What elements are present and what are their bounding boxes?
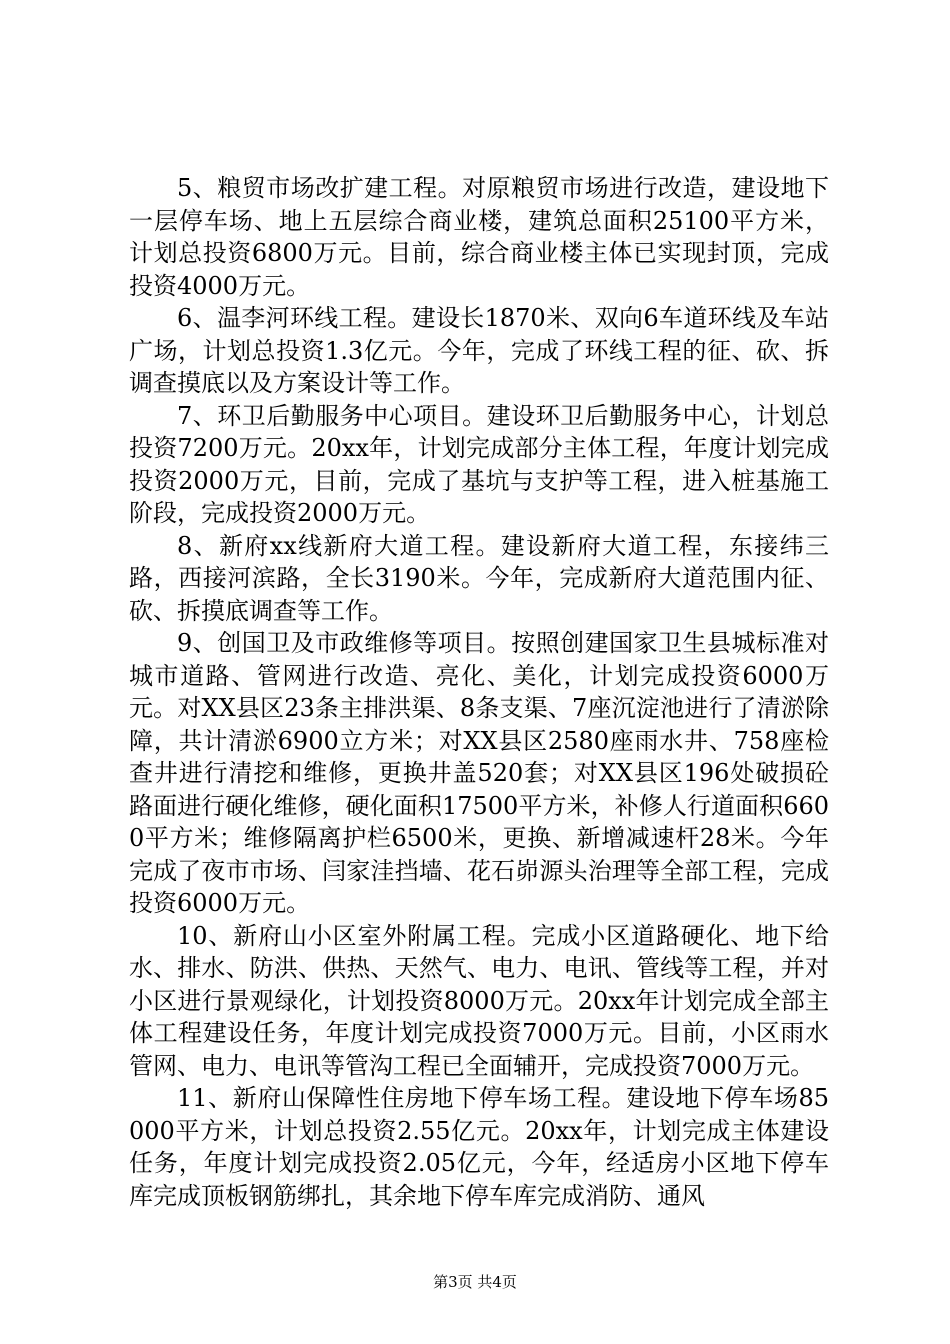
paragraph-item-8: 8、新府xx线新府大道工程。建设新府大道工程，东接纬三路，西接河滨路，全长3190米。今年，完成新府大道范围内征、砍、拆摸底调查等工作。 <box>129 531 829 625</box>
paragraph-item-7: 7、环卫后勤服务中心项目。建设环卫后勤服务中心，计划总投资7200万元。20xx年，计划完成部分主体工程，年度计划完成投资2000万元，目前，完成了基坑与支护等工程，进入桩基施工阶段，完成投资2000万元。 <box>129 401 829 527</box>
document-body <box>129 172 829 1212</box>
paragraph-item-6: 6、温李河环线工程。建设长1870米、双向6车道环线及车站广场，计划总投资1.3亿元。今年，完成了环线工程的征、砍、拆调查摸底以及方案设计等工作。 <box>129 304 829 397</box>
paragraph-item-11: 11、新府山保障性住房地下停车场工程。建设地下停车场85000平方米，计划总投资2.55亿元。20xx年，计划完成主体建设任务，年度计划完成投资2.05亿元，今年，经适房小区地下停车库完成顶板钢筋绑扎，其余地下停车库完成消防、通风 <box>129 1084 829 1210</box>
paragraph-item-10: 10、新府山小区室外附属工程。完成小区道路硬化、地下给水、排水、防洪、供热、天然气、电力、电讯、管线等工程，并对小区进行景观绿化，计划投资8000万元。20xx年计划完成全部主体工程建设任务，年度计划完成投资7000万元。目前，小区雨水管网、电力、电讯等管沟工程已全面辅开，完成投资7000万元。 <box>129 921 829 1080</box>
page-number-label: 第3页 共4页 <box>433 1273 517 1291</box>
paragraph-item-5: 5、粮贸市场改扩建工程。对原粮贸市场进行改造，建设地下一层停车场、地上五层综合商业楼，建筑总面积25100平方米，计划总投资6800万元。目前，综合商业楼主体已实现封顶，完成投资4000万元。 <box>129 174 829 300</box>
page-footer <box>0 1272 950 1292</box>
paragraph-item-9: 9、创国卫及市政维修等项目。按照创建国家卫生县城标准对城市道路、管网进行改造、亮化、美化，计划完成投资6000万元。对XX县区23条主排洪渠、8条支渠、7座沉淀池进行了清淤除障，共计清淤6900立方米；对XX县区2580座雨水井、758座检查井进行清挖和维修，更换井盖520套；对XX县区196处破损砼路面进行硬化维修，硬化面积17500平方米，补修人行道面积6600平方米；维修隔离护栏6500米，更换、新增减速杆28米。今年完成了夜市市场、闫家洼挡墙、花石峁源头治理等全部工程，完成投资6000万元。 <box>129 629 829 917</box>
